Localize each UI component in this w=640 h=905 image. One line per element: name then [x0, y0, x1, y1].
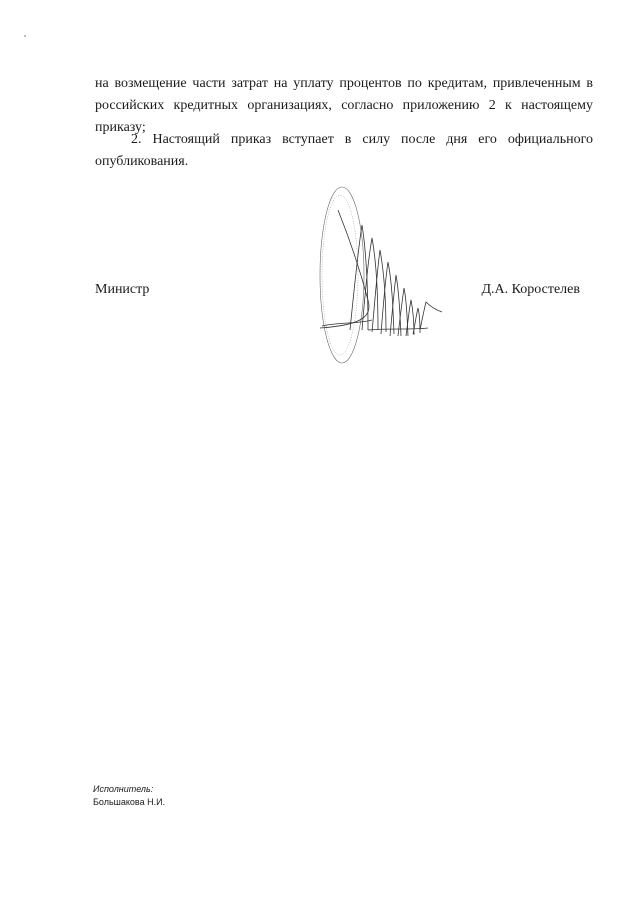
signatory-title: Министр [95, 282, 150, 297]
executor-name: Большакова Н.И. [93, 797, 166, 807]
paragraph-effective-date: 2. Настоящий приказ вступает в силу после дня его официального опубликования. [95, 132, 593, 169]
paragraph-continuation: на возмещение части затрат на уплату процентов по кредитам, привлеченным в российских кредитных организациях, согласно приложению 2 к настоящему приказу; [95, 76, 593, 135]
handwritten-signature [310, 180, 450, 370]
signatory-name: Д.А. Коростелев [481, 282, 580, 297]
scan-speck [24, 35, 26, 37]
executor-block [93, 783, 165, 809]
executor-label: Исполнитель: [93, 784, 154, 794]
